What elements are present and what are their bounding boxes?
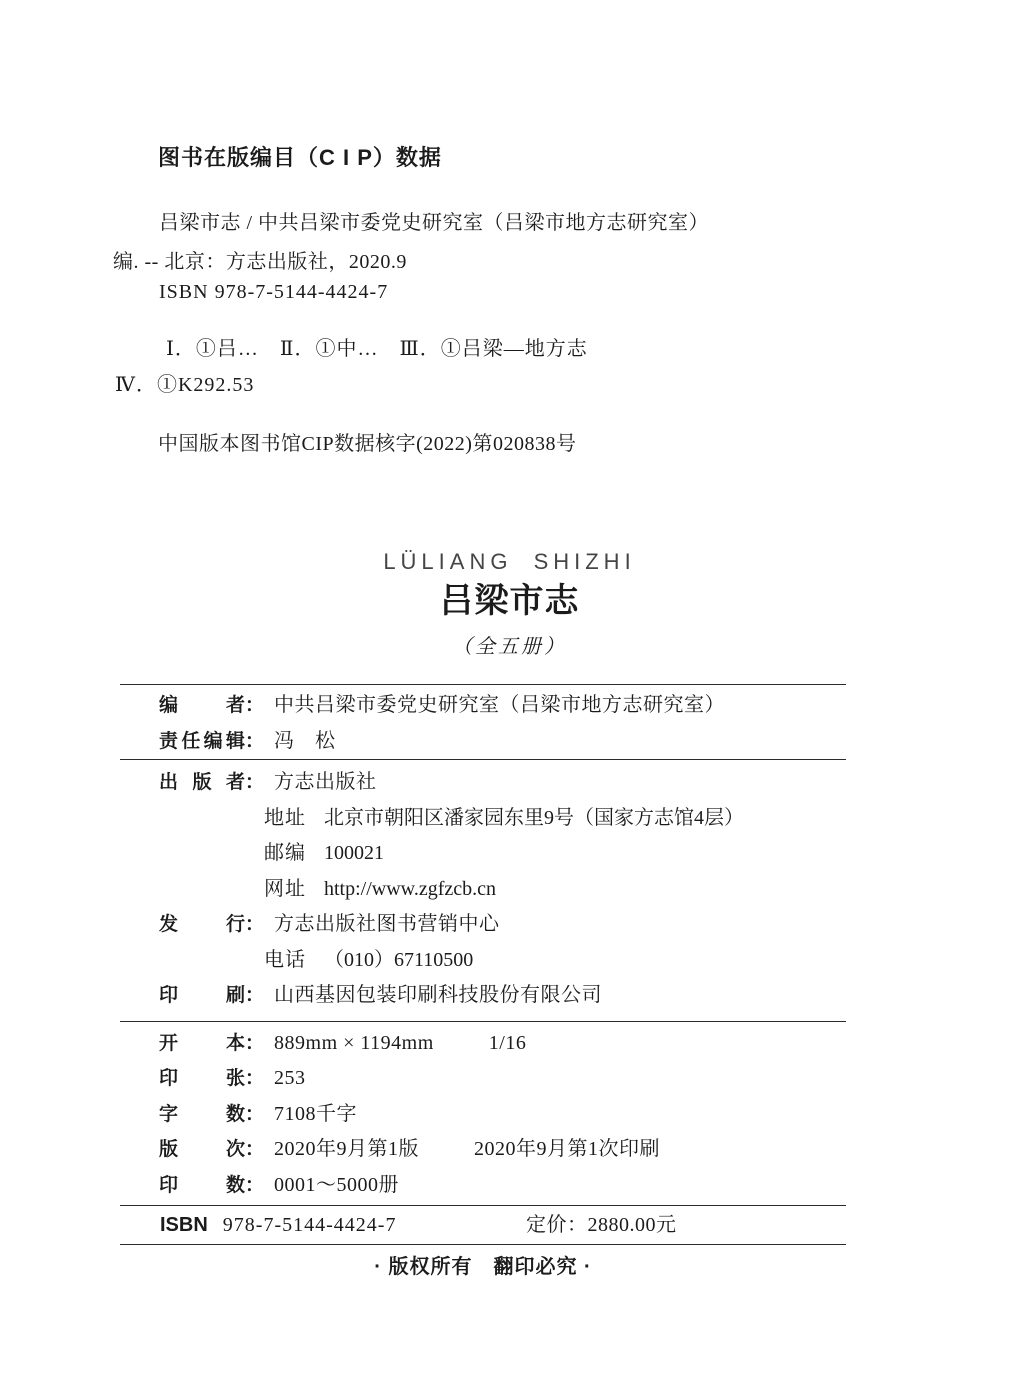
row-label: 版次: [159, 1139, 245, 1160]
colophon-table: [120, 684, 846, 1245]
isbn-value: 978-7-5144-4424-7: [222, 1214, 397, 1236]
editor-group: [120, 685, 846, 759]
row-value: 山西基因包装印刷科技股份有限公司: [274, 984, 603, 1006]
row-label: 印刷: [159, 985, 245, 1006]
divider: [120, 1244, 846, 1245]
table-row-word-count: [120, 1097, 846, 1133]
row-value: 7108千字: [274, 1102, 358, 1125]
row-value: 0001～5000册: [274, 1173, 400, 1196]
table-row-isbn: [120, 1206, 846, 1244]
row-label: 字数: [159, 1103, 245, 1125]
row-label: 责任编辑: [159, 731, 245, 752]
table-row-website: [120, 872, 846, 908]
cip-classification-line1: Ⅰ．①吕… Ⅱ．①中… Ⅲ．①吕梁—地方志: [166, 338, 588, 360]
label-colon: ：: [245, 1032, 265, 1054]
label-colon: ：: [245, 914, 265, 935]
romanized-title: LÜLIANG SHIZHI: [383, 549, 636, 574]
table-row-edition: [120, 1132, 846, 1168]
price: 定价：2880.00元: [526, 1214, 677, 1236]
table-row-print-run: [120, 1168, 846, 1204]
book-title: 吕梁市志: [439, 582, 580, 620]
cip-isbn-line: ISBN 978-7-5144-4424-7: [159, 281, 389, 303]
row-label: 出版者: [159, 772, 245, 793]
label-colon: ：: [245, 695, 265, 716]
row-label: 编者: [159, 695, 245, 716]
cip-description-line1: 吕梁市志 / 中共吕梁市委党史研究室（吕梁市地方志研究室）: [159, 212, 710, 234]
table-row-publisher: [120, 765, 846, 801]
volume-subtitle: （全五册）: [452, 636, 567, 658]
table-row-distribution: [120, 907, 846, 943]
row-value: 253: [274, 1067, 306, 1089]
label-colon: ：: [245, 731, 265, 752]
label-colon: ：: [245, 1103, 265, 1125]
copyright-notice: · 版权所有 翻印必究 ·: [374, 1256, 592, 1278]
row-value: 100021: [324, 842, 384, 864]
row-value: 方志出版社图书营销中心: [274, 913, 500, 935]
label-colon: ：: [245, 985, 265, 1006]
table-row-printer: [120, 978, 846, 1014]
cip-record-number: 中国版本图书馆CIP数据核字(2022)第020838号: [158, 433, 577, 455]
row-label: 发行: [159, 914, 245, 935]
table-row-managing-editor: [120, 723, 846, 759]
table-row-format: [120, 1026, 846, 1062]
table-row-phone: [120, 943, 846, 979]
row-label: 开本: [159, 1032, 245, 1054]
row-value: （010）67110500: [324, 948, 474, 971]
table-row-postcode: [120, 836, 846, 872]
row-value: 冯 松: [274, 730, 336, 752]
row-sublabel: 电话: [264, 948, 306, 971]
printing-specs-group: [120, 1022, 846, 1206]
row-value: 方志出版社: [274, 771, 377, 793]
row-sublabel: 邮编: [264, 842, 306, 864]
row-value: 2020年9月第1版: [274, 1138, 420, 1160]
row-value: http://www.zgfzcb.cn: [324, 877, 496, 900]
row-value: 889mm × 1194mm: [274, 1031, 434, 1054]
row-sublabel: 网址: [264, 877, 306, 900]
cip-classification-line2: Ⅳ．①K292.53: [115, 374, 255, 396]
isbn-label: ISBN: [160, 1214, 208, 1236]
table-row-address: [120, 801, 846, 837]
cip-header: 图书在版编目（C I P）数据: [158, 145, 442, 170]
row-label: 印数: [159, 1174, 245, 1196]
row-value-secondary: 2020年9月第1次印刷: [474, 1138, 661, 1160]
cip-description-line2: 编. -- 北京：方志出版社，2020.9: [113, 251, 407, 273]
table-row-sheets: [120, 1061, 846, 1097]
row-sublabel: 地址: [264, 806, 306, 829]
label-colon: ：: [245, 1139, 265, 1160]
row-value: 北京市朝阳区潘家园东里9号（国家方志馆4层）: [324, 806, 744, 829]
publisher-group: [120, 760, 846, 1021]
table-row-editor: [120, 687, 846, 723]
row-label: 印张: [159, 1068, 245, 1089]
row-value-secondary: 1/16: [488, 1031, 527, 1054]
row-value: 中共吕梁市委党史研究室（吕梁市地方志研究室）: [274, 694, 726, 716]
label-colon: ：: [245, 772, 265, 793]
label-colon: ：: [245, 1174, 265, 1196]
label-colon: ：: [245, 1068, 265, 1089]
